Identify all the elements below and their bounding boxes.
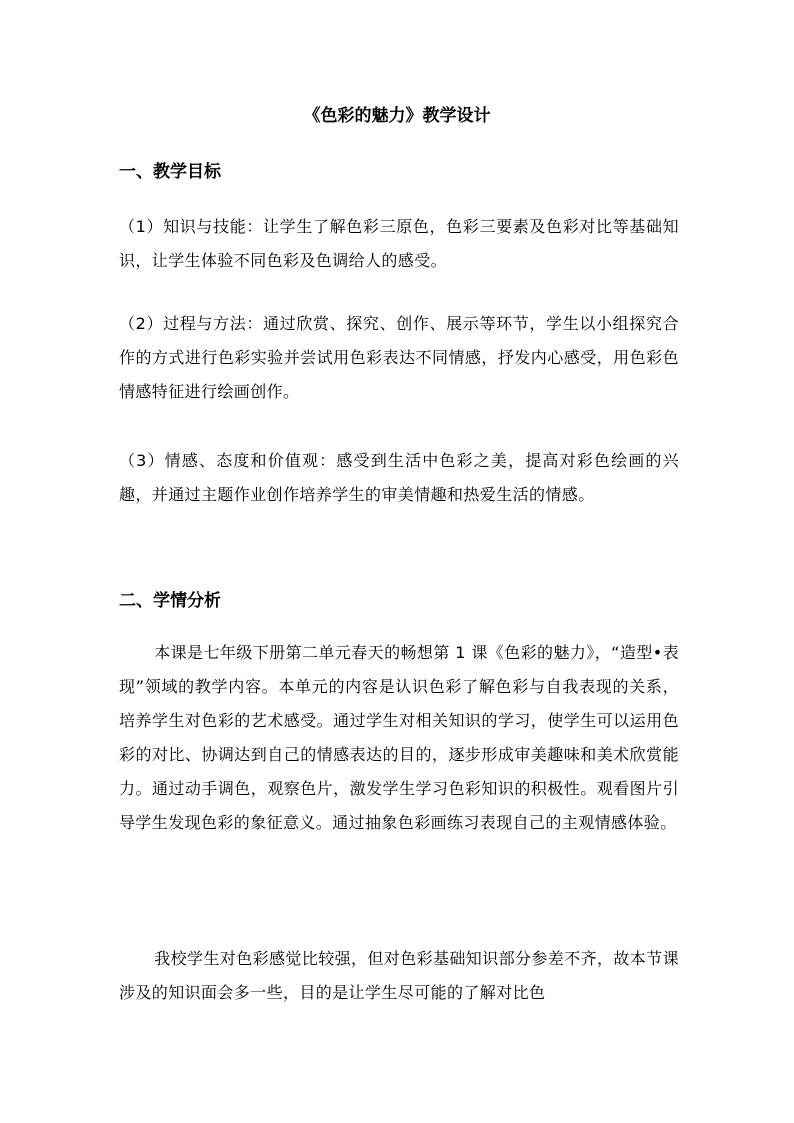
objective-paragraph-knowledge: （1）知识与技能：让学生了解色彩三原色，色彩三要素及色彩对比等基础知识，让学生体验不同色彩及色调给人的感受。 <box>119 217 679 270</box>
objective-paragraph-emotion: （3）情感、态度和价值观：感受到生活中色彩之美，提高对彩色绘画的兴趣，并通过主题作业创作培养学生的审美情趣和热爱生活的情感。 <box>119 451 679 504</box>
section-heading-analysis: 二、学情分析 <box>119 591 221 611</box>
section-heading-objectives: 一、教学目标 <box>119 162 221 182</box>
document-title: 《色彩的魅力》教学设计 <box>303 106 491 126</box>
analysis-paragraph-lesson: 本课是七年级下册第二单元春天的畅想第 1 课《色彩的魅力》，“造型•表现”领域的教学内容。本单元的内容是认识色彩了解色彩与自我表现的关系，培养学生对色彩的艺术感受。通过学生对相关知识的学习，使学生可以运用色彩的对比、协调达到自己的情感表达的目的，逐步形成审美趣味和美术欣赏能力。通过动手调色，观察色片，激发学生学习色彩知识的积极性。观看图片引导学生发现色彩的象征意义。通过抽象色彩画练习表现自己的主观情感体验。 <box>119 643 679 832</box>
objective-paragraph-process: （2）过程与方法：通过欣赏、探究、创作、展示等环节，学生以小组探究合作的方式进行色彩实验并尝试用色彩表达不同情感，抒发内心感受，用色彩色情感特征进行绘画创作。 <box>119 314 679 401</box>
analysis-paragraph-students: 我校学生对色彩感觉比较强，但对色彩基础知识部分参差不齐，故本节课涉及的知识面会多一些，目的是让学生尽可能的了解对比色 <box>119 949 679 1002</box>
